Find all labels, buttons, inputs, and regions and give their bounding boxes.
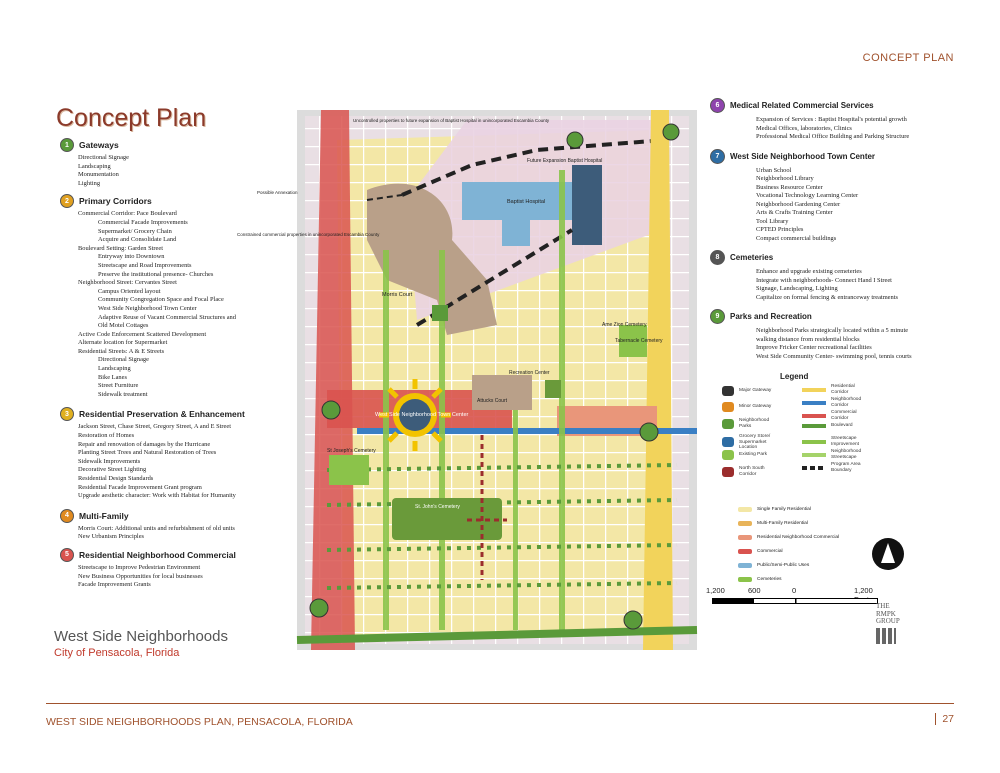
left-section	[60, 509, 298, 542]
section-item: Professional Medical Office Building and Parking Structure	[756, 133, 910, 140]
section-heading	[710, 149, 960, 164]
legend-item	[802, 410, 873, 421]
section-title: Primary Corridors	[79, 196, 152, 207]
section-item: West Side Community Center- swimming pool, tennis courts	[756, 352, 912, 360]
legend-item	[722, 418, 781, 429]
section-item: New Business Opportunities for local businesses	[78, 572, 203, 580]
legend-item	[722, 402, 781, 412]
section-item: Integrate with neighborhoods- Connect Hand I Street	[756, 276, 892, 284]
right-section	[710, 250, 960, 302]
section-item: walking distance from residential blocks	[756, 335, 860, 343]
land-use-item	[738, 535, 839, 540]
section-item: Medical Offices, laboratories, Clinics	[756, 124, 852, 132]
section-item: Sidewalk Improvements	[78, 457, 141, 465]
section-item: Alternate location for Supermarket	[78, 339, 168, 347]
possible-annexation-label: Possible Annexation	[257, 190, 298, 195]
scale-label: 600	[748, 586, 761, 595]
legend-symbol-icon	[722, 402, 734, 412]
st-johns-label: St. John's Cemetery	[415, 504, 460, 510]
section-number-badge: 9	[710, 309, 725, 324]
section-item: Morris Court: Additional units and refurbishment of old units	[78, 524, 235, 532]
future-expansion-label: Future Expansion Baptist Hospital	[527, 158, 603, 164]
section-item: Monumentation	[78, 171, 119, 179]
section-number-badge: 5	[60, 548, 74, 562]
land-use-item	[738, 577, 782, 582]
section-item: Business Resource Center	[756, 183, 823, 191]
legend-label: Streetscape Improvement	[831, 436, 859, 447]
legend-symbol-icon	[722, 419, 734, 429]
constrained-label: Constrained commercial properties in unincorporated Escambia County	[237, 232, 380, 237]
section-number-badge: 1	[60, 138, 74, 152]
section-item: West Side Neighborhood Town Center	[98, 304, 197, 312]
section-item: Directional Signage	[78, 154, 129, 161]
legend-label: Existing Park	[739, 452, 767, 458]
scale-label: 1,200	[854, 586, 873, 595]
land-use-label: Residential Neighborhood Commercial	[757, 535, 840, 540]
section-number-badge: 6	[710, 98, 725, 113]
green-corridor-4	[513, 410, 518, 630]
legend-line-icon	[802, 424, 826, 428]
section-heading	[710, 250, 960, 265]
section-title: Residential Neighborhood Commercial	[79, 549, 236, 560]
section-item: Residential Facade Improvement Grant program	[78, 483, 202, 491]
land-use-label: Single Family Residential	[757, 507, 811, 512]
section-item: Streetscape to Improve Pedestrian Environment	[78, 563, 201, 571]
section-item: Active Code Enforcement Scattered Development	[78, 330, 207, 338]
land-use-swatch	[738, 549, 752, 554]
section-item: Neighborhood Library	[756, 175, 814, 182]
medical-block	[572, 165, 602, 245]
left-section	[60, 548, 298, 590]
page-number: 27	[935, 713, 954, 725]
land-use-item	[738, 507, 811, 512]
section-item: Directional Signage	[98, 356, 149, 364]
legend-label: Grocery Store/ Supermarket Location	[739, 434, 771, 450]
section-item: Neighborhood Street: Cervantes Street	[78, 279, 177, 287]
section-item: Residential Streets: A & E Streets	[78, 347, 165, 355]
legend-line-icon	[802, 453, 826, 457]
footer-divider	[46, 703, 954, 704]
section-number-badge: 4	[60, 509, 74, 523]
section-item: Planting Street Trees and Natural Restoration of Trees	[78, 449, 217, 457]
left-section	[60, 407, 298, 500]
section-number-badge: 3	[60, 407, 74, 421]
section-item: Improve Fricker Center recreational facilities	[756, 344, 872, 351]
tabernacle-label: Tabernacle Cemetery	[615, 338, 663, 344]
section-item: Landscaping	[98, 365, 131, 373]
legend-item	[802, 449, 873, 460]
section-item: Campus Oriented layout	[98, 287, 161, 295]
rmpk-logo: THE RMPK GROUP	[876, 603, 900, 644]
legend-item	[802, 384, 873, 395]
section-item: Acquire and Consolidate Land	[98, 236, 177, 244]
footer-title: WEST SIDE NEIGHBORHOODS PLAN, PENSACOLA, FLORIDA	[46, 716, 353, 728]
attucks-court-area	[472, 375, 532, 410]
section-heading	[60, 138, 298, 152]
section-item: Neighborhood Gardening Center	[756, 200, 841, 208]
left-section	[60, 194, 298, 399]
land-use-item	[738, 563, 809, 568]
section-item: Tool Library	[756, 217, 789, 225]
recreation-center-label: Recreation Center	[509, 370, 550, 376]
legend-item	[802, 436, 873, 447]
land-use-swatch	[738, 521, 752, 526]
baptist-hospital-label: Baptist Hospital	[507, 199, 546, 205]
section-item: Expansion of Services : Baptist Hospital's potential growth	[756, 116, 907, 123]
land-use-label: Cemeteries	[757, 577, 782, 582]
legend-symbol-icon	[722, 437, 734, 447]
land-use-label: Commercial	[757, 549, 783, 554]
st-josephs-cemetery	[329, 455, 369, 485]
section-title: Medical Related Commercial Services	[730, 101, 874, 110]
legend-label: Major Gateway	[739, 388, 772, 394]
legend-label: Boulevard	[831, 423, 853, 428]
section-title: Gateways	[79, 140, 119, 150]
legend-label: Residential Corridor	[831, 384, 855, 395]
attucks-court-label: Attucks Court	[477, 398, 508, 404]
concept-plan-map	[237, 110, 697, 650]
section-heading	[60, 548, 298, 562]
neighborhood-name: West Side Neighborhoods	[54, 628, 228, 645]
section-item: Streetscape and Road Improvements	[98, 261, 192, 269]
section-item: Supermarket/ Grocery Chain	[98, 227, 172, 235]
section-item: Preserve the institutional presence- Churches	[98, 270, 214, 278]
section-heading	[60, 407, 298, 421]
section-item: Boulevard Setting: Garden Street	[78, 244, 164, 252]
section-item: Entryway into Downtown	[98, 253, 165, 261]
land-use-swatch	[738, 577, 752, 582]
uncontrolled-label: Uncontrolled properties to future expansion of Baptist Hospital in unincorporated Escambia County	[353, 118, 550, 123]
section-title: Multi-Family	[79, 510, 129, 521]
section-number-badge: 2	[60, 194, 74, 208]
land-use-swatch	[738, 535, 752, 540]
page-title: Concept Plan	[56, 104, 207, 132]
legend-line-icon	[802, 401, 826, 405]
recreation-park	[545, 380, 561, 398]
section-item: Enhance and upgrade existing cemeteries	[756, 268, 862, 275]
section-title: Parks and Recreation	[730, 312, 812, 321]
city-name: City of Pensacola, Florida	[54, 647, 180, 659]
section-item: Arts & Crafts Training Center	[756, 209, 833, 216]
header-label: CONCEPT PLAN	[862, 52, 954, 64]
section-item: Upgrade aesthetic character: Work with Habitat for Humanity	[78, 492, 236, 500]
section-item: Repair and renovation of damages by the Hurricane	[78, 440, 211, 448]
section-item: Adaptive Reuse of Vacant Commercial Structures and	[98, 313, 236, 321]
legend-label: North South Corridor	[739, 466, 765, 477]
section-item: Commercial Corridor: Pace Boulevard	[78, 210, 177, 218]
hospital-annex	[502, 220, 530, 246]
section-title: Cemeteries	[730, 253, 774, 262]
legend-label: Commercial Corridor	[831, 410, 857, 421]
morris-court-label: Morris Court	[382, 292, 413, 298]
legend-item	[802, 397, 873, 408]
legend-line-icon	[802, 388, 826, 392]
land-use-item	[738, 549, 783, 554]
section-item: Old Motel Cottages	[98, 322, 149, 330]
left-column	[60, 138, 298, 596]
scale-label: 1,200	[706, 586, 725, 595]
section-item: Landscaping	[78, 162, 111, 170]
legend-label: Neighborhood Parks	[739, 418, 770, 429]
section-item: Restoration of Homes	[78, 432, 135, 440]
legend-item	[802, 423, 873, 429]
section-item: Community Congregation Space and Focal Place	[98, 296, 224, 304]
legend-item	[722, 434, 781, 451]
legend-label: Neighborhood Corridor	[831, 397, 862, 408]
section-item: Sidewalk treatment	[98, 390, 148, 398]
section-item: Facade Improvement Grants	[78, 581, 151, 589]
section-number-badge: 7	[710, 149, 725, 164]
section-item: Street Furniture	[98, 382, 139, 390]
section-item: Bike Lanes	[98, 373, 127, 381]
section-heading	[60, 194, 298, 208]
section-item: Residential Design Standards	[78, 475, 154, 482]
section-title: Residential Preservation & Enhancement	[79, 409, 245, 420]
morris-park	[432, 305, 448, 321]
north-arrow-icon	[872, 538, 904, 570]
legend-title: Legend	[780, 372, 809, 381]
section-item: Capitalize on formal fencing & entranceway treatments	[756, 293, 898, 301]
right-section	[710, 309, 960, 361]
town-center-label: West Side Neighborhood Town Center	[375, 412, 469, 418]
section-item: Vocational Technology Learning Center	[756, 192, 859, 199]
legend-line-icon	[802, 414, 826, 418]
section-item: Neighborhood Parks strategically located within a 5 minute	[756, 327, 909, 334]
section-title: West Side Neighborhood Town Center	[730, 151, 876, 161]
legend-symbol-icon	[722, 467, 734, 477]
section-item: Decorative Street Lighting	[78, 466, 147, 474]
section-item: CPTED Principles	[756, 226, 804, 233]
left-section	[60, 138, 298, 188]
land-use-label: Multi-Family Residential	[757, 521, 808, 526]
right-section	[710, 98, 960, 142]
section-item: Lighting	[78, 179, 101, 187]
legend-symbol-icon	[722, 450, 734, 460]
land-use-swatch	[738, 563, 752, 568]
legend-item	[722, 450, 781, 460]
legend-symbol-icon	[722, 386, 734, 396]
legend-item	[722, 466, 781, 477]
land-use-label: Public/Semi-Public Uses	[757, 563, 810, 568]
map-svg	[237, 110, 697, 650]
legend-label: Minor Gateway	[739, 404, 772, 410]
section-number-badge: 8	[710, 250, 725, 265]
section-item: Jackson Street, Chase Street, Gregory Street, A and E Street	[78, 423, 231, 431]
legend-item	[722, 386, 781, 396]
st-josephs-label: St Joseph's Cemetery	[327, 448, 376, 454]
section-item: Compact commercial buildings	[756, 234, 837, 242]
legend-label: Program Area Boundary	[831, 462, 861, 473]
section-heading	[710, 98, 960, 113]
section-item: Commercial Facade Improvements	[98, 218, 188, 226]
section-heading	[60, 509, 298, 523]
legend-line-icon	[802, 466, 826, 470]
section-item: Signage, Landscaping, Lighting	[756, 285, 838, 292]
legend-label: Neighborhood Streetscape	[831, 449, 862, 460]
green-corridor-3	[559, 170, 565, 630]
land-use-item	[738, 521, 808, 526]
right-column	[710, 98, 960, 368]
legend-item	[802, 462, 873, 473]
ame-zion-label: Ame Zion Cemetery	[602, 322, 647, 328]
legend-line-icon	[802, 440, 826, 444]
land-use-swatch	[738, 507, 752, 512]
section-item: New Urbanism Principles	[78, 533, 145, 541]
section-heading	[710, 309, 960, 324]
scale-label: 0	[792, 586, 797, 595]
right-section	[710, 149, 960, 244]
section-item: Urban School	[756, 166, 792, 174]
